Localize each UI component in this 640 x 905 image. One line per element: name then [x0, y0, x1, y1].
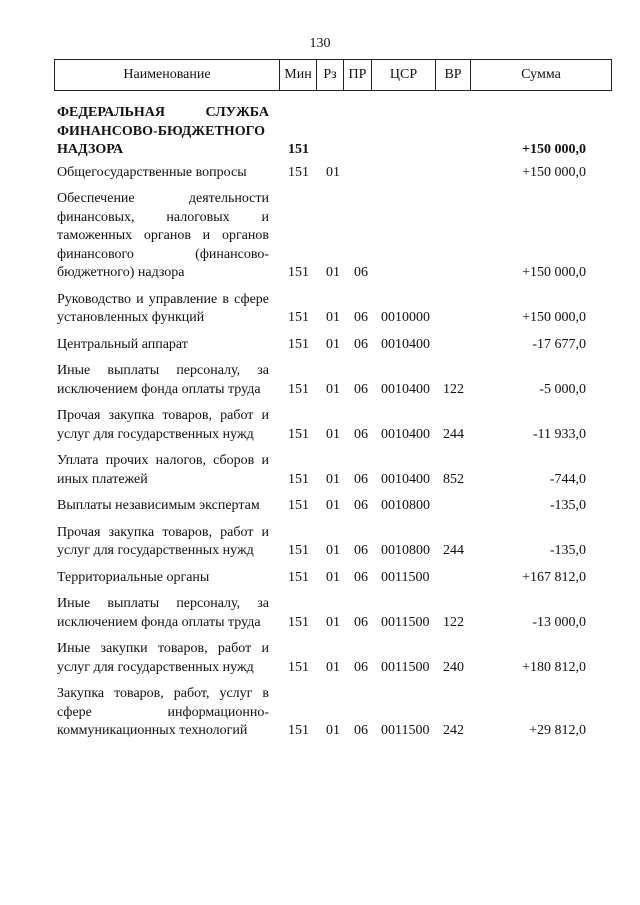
row-rz: 01 — [326, 471, 340, 487]
row-sum: -13 000,0 — [532, 614, 586, 630]
row-vr: 240 — [443, 659, 464, 675]
row-name: Территориальные органы — [57, 569, 210, 585]
page-number: 130 — [309, 36, 331, 51]
row-min: 151 — [288, 614, 309, 630]
row-name: ФЕДЕРАЛЬНАЯ СЛУЖБА ФИНАНСОВО-БЮДЖЕТНОГО НАДЗОРА — [57, 105, 269, 157]
row-csr: 0010000 — [381, 310, 430, 325]
row-sum: +180 812,0 — [522, 659, 586, 675]
row-name: Прочая закупка товаров, работ и услуг для государственных нужд — [57, 408, 269, 442]
row-min: 151 — [288, 569, 309, 585]
row-rz: 01 — [326, 614, 340, 630]
row-name: Руководство и управление в сфере установленных функций — [57, 291, 269, 325]
row-sum: +150 000,0 — [522, 164, 586, 180]
table-row — [0, 291, 640, 328]
row-name: Иные выплаты персоналу, за исключением фонда оплаты труда — [57, 596, 269, 630]
row-min: 151 — [288, 723, 309, 738]
row-min: 151 — [288, 543, 309, 558]
row-csr: 0010800 — [381, 498, 430, 513]
row-csr: 0010800 — [381, 543, 430, 558]
row-vr: 122 — [443, 381, 464, 397]
row-sum: -135,0 — [549, 543, 586, 558]
table-row — [0, 524, 640, 561]
row-sum: +150 000,0 — [522, 265, 586, 280]
row-min: 151 — [288, 310, 309, 325]
row-pr: 06 — [354, 471, 368, 487]
row-vr: 852 — [443, 471, 464, 487]
row-name: Уплата прочих налогов, сборов и иных платежей — [57, 453, 269, 487]
table-row — [0, 497, 640, 516]
row-rz: 01 — [326, 723, 340, 738]
row-min: 151 — [288, 471, 309, 487]
row-rz: 01 — [326, 498, 340, 513]
table-body — [0, 96, 640, 741]
row-sum: -5 000,0 — [539, 381, 586, 397]
row-sum: -11 933,0 — [532, 426, 586, 442]
row-pr: 06 — [354, 723, 368, 738]
row-sum: +167 812,0 — [522, 569, 586, 585]
row-rz: 01 — [326, 426, 340, 442]
header-vr: ВР — [436, 60, 471, 90]
row-name: Иные закупки товаров, работ и услуг для государственных нужд — [57, 641, 269, 675]
row-pr: 06 — [354, 310, 368, 325]
header-min: Мин — [280, 60, 317, 90]
row-csr: 0011500 — [381, 569, 430, 585]
row-rz: 01 — [326, 310, 340, 325]
row-pr: 06 — [354, 659, 368, 675]
row-vr: 242 — [443, 723, 464, 738]
row-pr: 06 — [354, 543, 368, 558]
row-min: 151 — [288, 659, 309, 675]
row-pr: 06 — [354, 381, 368, 397]
row-min: 151 — [288, 381, 309, 397]
table-row — [0, 336, 640, 355]
row-rz: 01 — [326, 569, 340, 585]
row-vr: 244 — [443, 426, 464, 442]
row-min: 151 — [288, 498, 309, 513]
table-row — [0, 407, 640, 444]
table-row — [0, 362, 640, 399]
row-sum: -135,0 — [549, 498, 586, 513]
row-pr: 06 — [354, 569, 368, 585]
table-row — [0, 685, 640, 741]
row-rz: 01 — [326, 265, 340, 280]
row-name: Закупка товаров, работ, услуг в сфере информационно-коммуникационных технологий — [57, 686, 269, 738]
row-sum: +150 000,0 — [522, 142, 586, 157]
row-rz: 01 — [326, 543, 340, 558]
table-row — [0, 164, 640, 183]
row-min: 151 — [288, 142, 309, 157]
row-sum: -744,0 — [549, 471, 586, 487]
row-rz: 01 — [326, 336, 340, 352]
row-sum: +150 000,0 — [522, 310, 586, 325]
row-pr: 06 — [354, 614, 368, 630]
row-pr: 06 — [354, 498, 368, 513]
table-row — [0, 569, 640, 588]
row-name: Общегосударственные вопросы — [57, 164, 247, 180]
row-name: Прочая закупка товаров, работ и услуг для государственных нужд — [57, 524, 269, 558]
row-min: 151 — [288, 426, 309, 442]
header-rz: Рз — [317, 60, 344, 90]
row-csr: 0010400 — [381, 471, 430, 487]
header-name: Наименование — [55, 60, 280, 90]
row-pr: 06 — [354, 336, 368, 352]
row-name: Выплаты независимым экспертам — [57, 498, 260, 513]
table-row — [0, 104, 640, 160]
header-pr: ПР — [344, 60, 372, 90]
row-min: 151 — [288, 265, 309, 280]
row-rz: 01 — [326, 659, 340, 675]
table-row — [0, 452, 640, 489]
row-csr: 0010400 — [381, 381, 430, 397]
row-csr: 0011500 — [381, 659, 430, 675]
row-rz: 01 — [326, 381, 340, 397]
row-sum: +29 812,0 — [529, 723, 586, 738]
row-csr: 0011500 — [381, 723, 430, 738]
row-name: Обеспечение деятельности финансовых, налоговых и таможенных органов и органов финансового (финансово-бюджетного) надзора — [57, 191, 269, 280]
row-min: 151 — [288, 336, 309, 352]
row-name: Иные выплаты персоналу, за исключением фонда оплаты труда — [57, 363, 269, 397]
row-name: Центральный аппарат — [57, 336, 188, 352]
row-csr: 0011500 — [381, 614, 430, 630]
header-csr: ЦСР — [372, 60, 436, 90]
row-vr: 244 — [443, 543, 464, 558]
row-csr: 0010400 — [381, 336, 430, 352]
table-row — [0, 190, 640, 283]
table-header — [54, 59, 612, 91]
row-csr: 0010400 — [381, 426, 430, 442]
row-sum: -17 677,0 — [532, 336, 586, 352]
header-sum: Сумма — [521, 67, 561, 82]
row-pr: 06 — [354, 265, 368, 280]
row-rz: 01 — [326, 164, 340, 180]
row-pr: 06 — [354, 426, 368, 442]
table-row — [0, 640, 640, 677]
row-vr: 122 — [443, 614, 464, 630]
table-row — [0, 595, 640, 632]
row-min: 151 — [288, 164, 309, 180]
